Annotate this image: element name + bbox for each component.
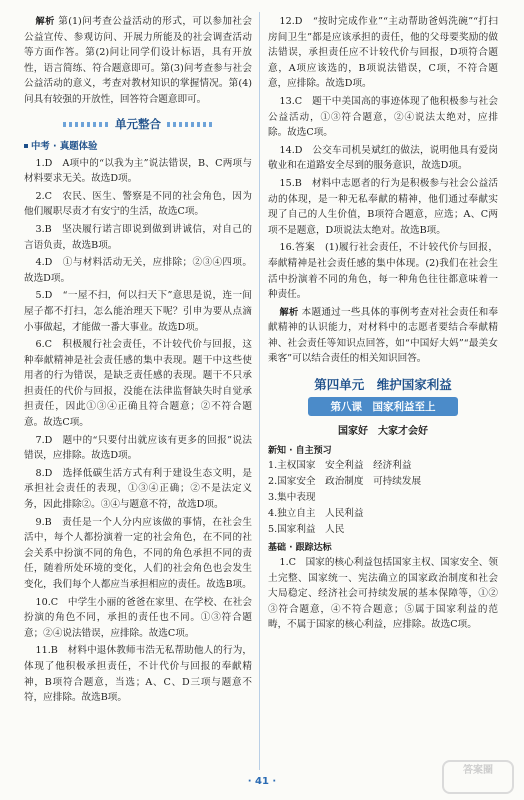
answer-item: 5.D “一屋不扫，何以扫天下”意思是说，连一间屋子都不打扫，怎么能治理天下呢？引申为要从点滴小事做起，才能做一番大事业。故选D项。 (24, 290, 252, 333)
preview-line: 3.集中表现 (268, 492, 316, 504)
preview-line: 1.主权国家 安全利益 经济利益 (268, 460, 412, 472)
unit-title: 第四单元 维护国家利益 (314, 377, 452, 393)
answer-item: 3.B 坚决履行诺言即说到做到讲诚信，对自己的言语负责，故选B项。 (24, 223, 252, 251)
exam-subhead (24, 138, 252, 152)
analysis-label: 解析 (279, 306, 299, 318)
practice-item: 1.C 国家的核心利益包括国家主权、国家安全、领土完整、国家统一、宪法确立的国家政治制度和社会大局稳定、经济社会可持续发展的基本保障等，①②③符合题意，④不符合题意；⑤属于国家利益的范畴，不属于国家的核心利益，应排除。故选C项。 (268, 557, 498, 631)
answer-item: 14.D 公交车司机吴斌红的做法，说明他具有爱岗敬业和在道路安全尽到的服务意识，故选D项。 (268, 144, 498, 172)
preview-line: 5.国家利益 人民 (268, 524, 345, 536)
preview-line: 2.国家安全 政治制度 可持续发展 (268, 476, 422, 488)
right-column (268, 14, 498, 635)
answer-item: 4.D ①与材料活动无关，应排除；②③④四项。故选D项。 (24, 257, 252, 284)
answer-item: 16.答案 (1)履行社会责任，不计较代价与回报，奉献精神是社会责任感的集中体现。(2)我们在社会生活中扮演着不同的角色，每一种角色往往都意味着一种责任。 (268, 242, 498, 301)
practice-label: 基础 · 跟踪达标 (268, 543, 332, 554)
answer-item: 13.C 题干中美国高的事迹体现了他积极参与社会公益活动，①③符合题意，②④说法太绝对，应排除。故选C项。 (268, 95, 498, 139)
analysis-paragraph (268, 305, 498, 367)
intro-paragraph (24, 14, 252, 108)
answer-item: 12.D “按时完成作业”“主动帮助爸妈洗碗”“打扫房间卫生”都是应该承担的责任，他的父母要奖励的做法错误，承担责任应不计较代价与回报，D项符合题意，A项应该选的，B项说法错误，C项，不符合题意，应排除。故选D项。 (268, 16, 498, 90)
answer-item: 10.C 中学生小丽的爸爸在家里、在学校、在社会扮演的角色不同，承担的责任也不同。①③符合题意；②④说法错误，应排除。故选C项。 (24, 596, 252, 639)
intro-label: 解析 (35, 16, 55, 27)
lesson-title: 第八课 国家利益至上 (308, 397, 458, 416)
exam-subhead-text: 中考 · 真题体验 (31, 140, 98, 152)
page-number: · 41 · (247, 776, 277, 787)
watermark-text: 答案圈 (463, 765, 493, 776)
watermark-logo (442, 760, 514, 794)
preview-line: 4.独立自主 人民利益 (268, 508, 364, 520)
answer-item: 7.D 题中的“只要付出就应该有更多的回报”说法错误，应排除。故选D项。 (24, 434, 252, 462)
intro-text: 第(1)问考查公益活动的形式，可以参加社会公益宣传、参观访问、开展力所能及的社会调查活动等方面作答。第(2)问让同学们设计标语，具有开放性，语言简练、符合题意即可。第(3)问考查参与社会公益活动的意义，考查对教材知识的掌握情况。第(4)问具有较强的开放性，回答符合题意即可。 (24, 16, 252, 105)
unit-summary-title: 单元整合 (24, 116, 252, 132)
topic-title: 国家好 大家才会好 (338, 426, 428, 438)
square-bullet-icon (24, 144, 28, 148)
answer-item: 1.D A项中的“以我为主”说法错误，B、C两项与材料要求无关。故选D项。 (24, 157, 252, 185)
answer-item: 8.D 选择低碳生活方式有利于建设生态文明，是承担社会责任的表现，①③④正确；②不是法定义务，因此排除②。③④与题意不符，故选D项。 (24, 467, 252, 511)
answer-item: 11.B 材料中退休教师韦浩无私帮助他人的行为，体现了他积极承担责任，不计代价与回报的奉献精神，B项符合题意，当选；A、C、D三项与题意不符，应排除。故选B项。 (24, 645, 252, 704)
analysis-text: 本题通过一些具体的事例考查对社会责任和奉献精神的认识能力，对材料中的志愿者要结合奉献精神、社会责任等知识点回答，如“中国好大妈”“最美女乘客”可以结合责任的相关知识回答。 (268, 306, 499, 365)
answer-item: 9.B 责任是一个人分内应该做的事情，在社会生活中，每个人都扮演着一定的社会角色，在不同的社会关系中扮演不同的角色，不同的角色承担不同的责任，随着所处环境的变化，人们的社会角色也会发生变化，我们每个人都应当承担相应的责任。故选B项。 (24, 516, 252, 590)
answer-item: 15.B 材料中志愿者的行为是积极参与社会公益活动的体现，是一种无私奉献的精神，他们通过奉献实现了自己的人生价值，B项符合题意，应选；A、C两项不是题意，D项说法太绝对。故选B项。 (268, 177, 498, 236)
column-divider (259, 12, 260, 770)
answer-item: 2.C 农民、医生、警察是不同的社会角色，因为他们履职尽责才有安宁的生活，故选C项。 (24, 190, 252, 218)
left-column (24, 14, 252, 708)
answer-item: 6.C 积极履行社会责任，不计较代价与回报，这种奉献精神是社会责任感的集中表现。题干中这些使用者的行为错误，是缺乏责任感的表现。题干不只承担责任的代价与回报，没能在法律监督缺失时自觉承担责任，因此①③④正确且符合题意；②不符合题意。故选C项。 (24, 339, 252, 429)
preview-label: 新知 · 自主预习 (268, 446, 332, 457)
